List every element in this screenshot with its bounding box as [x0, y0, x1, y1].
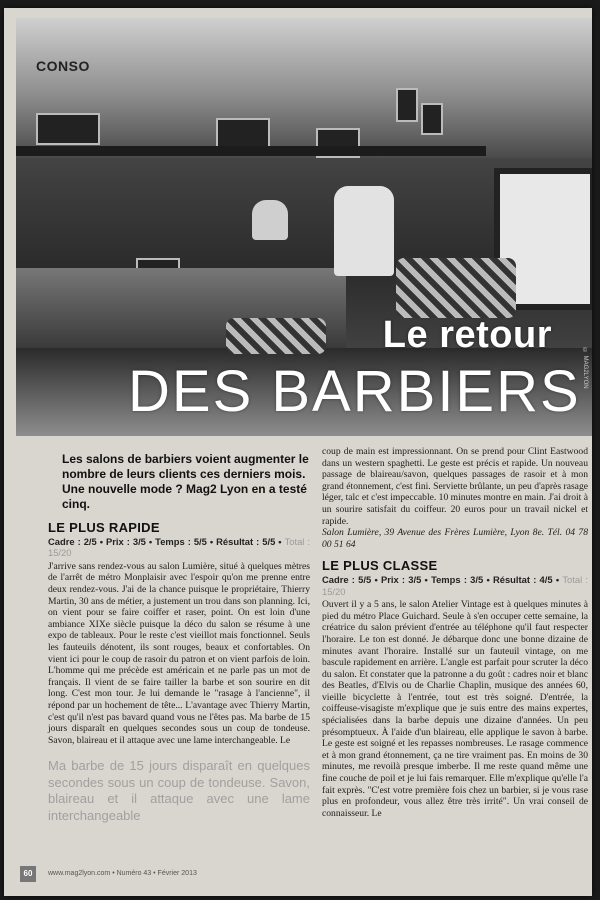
scores-text: Cadre : 2/5 • Prix : 3/5 • Temps : 5/5 • Résultat : 5/5 • — [48, 535, 282, 547]
total-score: Total : 15/20 — [48, 535, 311, 559]
section-rubric: CONSO — [36, 58, 90, 74]
section-text-rapide: J'arrive sans rendez-vous au salon Lumière, situé à quelques mètres de l'arrêt de métro Monplaisir avec l'espoir qu'on me prenne entre deux rendez-vous. J'ai de la chance puisque le propriétaire, Thierry Martin, 30 ans de métier, a justement un trou dans son planning. Ici, on vient pour se faire coiffer et raser, point. On est loin d'une ambiance XIXe siècle puisque la déco du salon se résume à une expo de tableaux. Pour le reste c'est vieillot mais fonctionnel. Seuls les fauteuils dénotent, ils sont rouges, beaux et confortables. On vient ici pour le coup de rasoir du patron et on vient parfois de loin. L'homme qui me précède est américain et ne parle pas un mot de français. Il vient de se faire tailler la barbe et son sourire en dit long. C'est mon tour. Je lui demande le "rasage à l'ancienne", il répond par un hochement de tête... L'avantage avec Thierry Martin, c'est qu'il n'est pas bavard quand vous ne l'êtes pas. Ma barbe de 15 jours disparaît en quelques secondes sous un coup de tondeuse. Savon, blaireau et il attaque avec une lame interchangeable. Le — [48, 560, 310, 746]
pull-quote: Ma barbe de 15 jours disparaît en quelques secondes sous un coup de tondeuse. Savon, blaireau et il attaque avec une lame interchangeable — [48, 758, 310, 823]
magazine-page — [4, 8, 592, 896]
headline-line1: Le retour — [382, 314, 552, 356]
footer-info: www.mag2lyon.com • Numéro 43 • Février 2013 — [48, 870, 197, 877]
scores-rapide — [48, 536, 310, 559]
lead-paragraph: Les salons de barbiers voient augmenter le nombre de leurs clients ces derniers mois. Une nouvelle mode ? Mag2 Lyon en a testé cinq. — [62, 452, 309, 511]
section-title-classe: LE PLUS CLASSE — [322, 558, 438, 574]
salon-address: Salon Lumière, 39 Avenue des Frères Lumière, Lyon 8e. Tél. 04 78 00 51 64 — [322, 527, 588, 550]
column-left — [48, 446, 310, 824]
photo-credit: © MAG2LYON — [582, 348, 588, 389]
article-body — [4, 446, 592, 896]
section-text-continued: coup de main est impressionnant. On se prend pour Clint Eastwood dans un western spaghetti. Le geste est précis et rapide. Un nouveau passage de blaireau/savon, quelques passages de rasoir et à mon grand étonnement, c'est fini. Serviette brûlante, un peu d'après rasage léger, talc et c'est impeccable. 10 minutes montre en main. J'ai droit à un sourire satisfait du coiffeur. 20 euros pour un travail nickel et rapide. — [322, 446, 589, 527]
footer — [48, 870, 197, 877]
column-right — [322, 446, 588, 819]
scores-text: Cadre : 5/5 • Prix : 3/5 • Temps : 3/5 • Résultat : 4/5 • — [322, 573, 560, 585]
headline-line2: DES BARBIERS — [128, 359, 581, 424]
total-score: Total : 15/20 — [322, 573, 589, 597]
scores-classe — [322, 574, 588, 597]
section-title-rapide: LE PLUS RAPIDE — [48, 520, 160, 535]
section-text-classe: Ouvert il y a 5 ans, le salon Atelier Vintage est à quelques minutes à pied du métro Place Guichard. Seule à s'en occuper cette semaine, la créatrice du salon prévient d'entrée au téléphone qu'il faut respecter l'horaire. Le ton est donné. Je débarque donc une bonne dizaine de minutes avant l'horaire. Installé sur un fauteuil vintage, on me bascule rapidement en arrière. L'angle est parfait pour scruter la déco du salon. Et constater que la patronne a du goût : cadres noir et blanc des Beatles, d'Elvis ou de Charlie Chaplin, musique des années 60, vieille bicyclette à l'entrée, tout est très soigné. D'entrée, la coiffeuse-visagiste m'explique que je suis entre des mains expertes, spécialisées dans la barbe depuis une dizaine d'années. Un peu présomptueux. À l'aide d'un blaireau, elle applique le savon à barbe. Le geste est soigné et les repasses nombreuses. Le rasage commence et à mon grand étonnement, ça ne tire vraiment pas. En moins de 30 minutes, me revoilà presque imberbe. Il me reste quand même une fine couche de poil et je lui fais remarquer. Elle m'explique qu'elle l'a fait exprès. "C'est votre première fois chez un barbier, si je vous rase plus en profondeur, vous allez être très irrité". Un vrai conseil de connaisseur. Le — [322, 599, 588, 819]
page-number: 60 — [20, 866, 36, 882]
